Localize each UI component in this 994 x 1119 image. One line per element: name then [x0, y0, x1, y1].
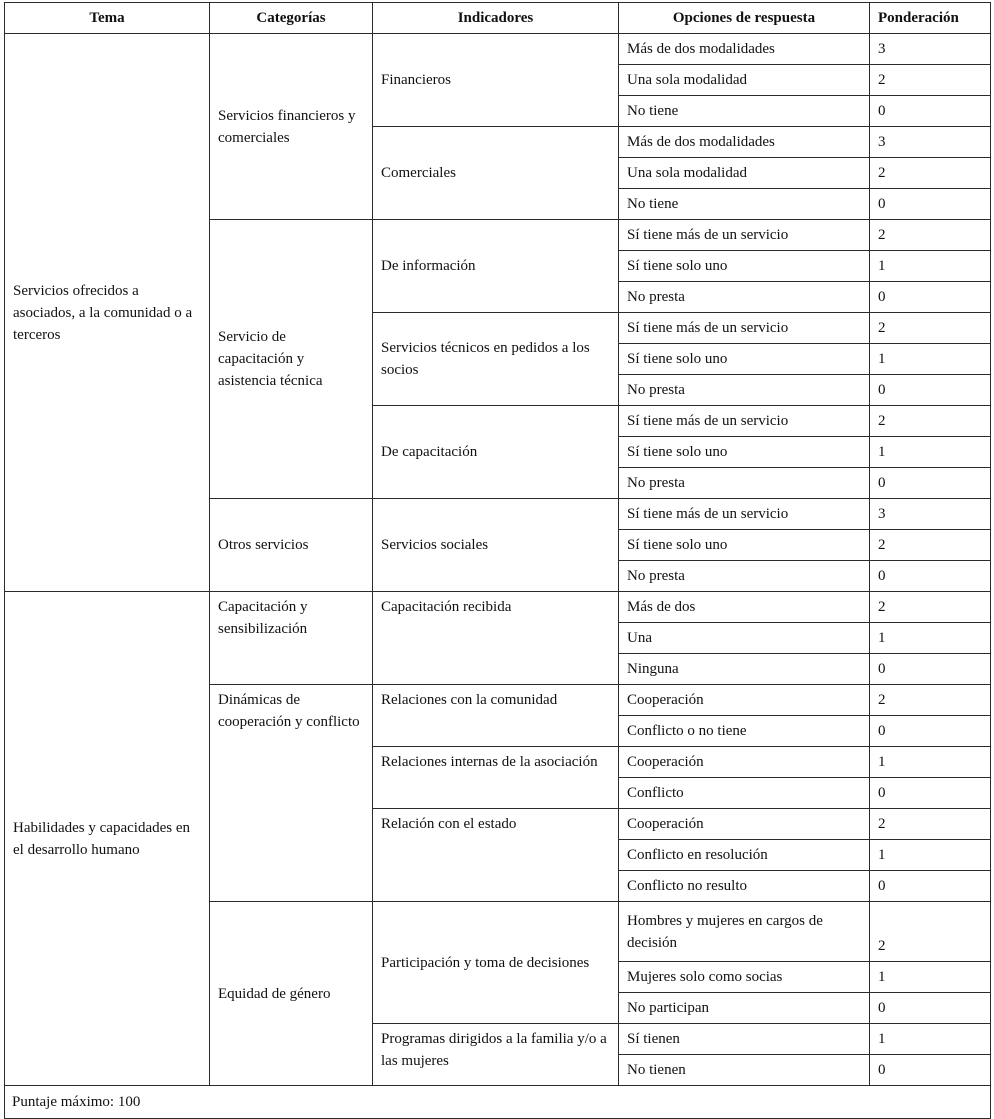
header-indicadores: Indicadores: [373, 3, 619, 34]
peso-cell: 1: [870, 840, 991, 871]
document-page: [4, 2, 990, 1119]
indicador-cell: Relación con el estado: [373, 809, 619, 902]
peso-cell: 0: [870, 96, 991, 127]
opcion-cell: No presta: [619, 282, 870, 313]
header-categorias: Categorías: [210, 3, 373, 34]
peso-cell: 1: [870, 962, 991, 993]
header-ponderacion: Ponderación: [870, 3, 991, 34]
peso-cell: 0: [870, 561, 991, 592]
indicador-cell: Financieros: [373, 34, 619, 127]
peso-cell: 0: [870, 778, 991, 809]
table-row: [5, 592, 991, 623]
peso-cell: 0: [870, 468, 991, 499]
opcion-cell: Una: [619, 623, 870, 654]
categoria-cell: Servicios financieros y comerciales: [210, 34, 373, 220]
footer-row: [5, 1086, 991, 1119]
opcion-cell: Más de dos modalidades: [619, 127, 870, 158]
opcion-cell: Sí tiene solo uno: [619, 437, 870, 468]
opcion-cell: Hombres y mujeres en cargos de decisión: [619, 902, 870, 962]
header-opciones: Opciones de respuesta: [619, 3, 870, 34]
opcion-cell: No presta: [619, 561, 870, 592]
peso-cell: 0: [870, 375, 991, 406]
peso-cell: 0: [870, 993, 991, 1024]
peso-cell: 1: [870, 747, 991, 778]
peso-cell: 0: [870, 189, 991, 220]
peso-cell: 1: [870, 344, 991, 375]
opcion-cell: Una sola modalidad: [619, 158, 870, 189]
indicador-cell: Capacitación recibida: [373, 592, 619, 685]
categoria-cell: Otros servicios: [210, 499, 373, 592]
opcion-cell: Mujeres solo como socias: [619, 962, 870, 993]
opcion-cell: No participan: [619, 993, 870, 1024]
peso-cell: 0: [870, 716, 991, 747]
peso-cell: 2: [870, 809, 991, 840]
peso-cell: 2: [870, 220, 991, 251]
indicador-cell: Relaciones con la comunidad: [373, 685, 619, 747]
opcion-cell: No tiene: [619, 96, 870, 127]
peso-cell: 1: [870, 623, 991, 654]
opcion-cell: Sí tiene solo uno: [619, 530, 870, 561]
opcion-cell: Sí tienen: [619, 1024, 870, 1055]
peso-cell: 0: [870, 282, 991, 313]
opcion-cell: No presta: [619, 375, 870, 406]
peso-cell: 0: [870, 654, 991, 685]
opcion-cell: Conflicto en resolución: [619, 840, 870, 871]
indicator-table: [4, 2, 991, 1119]
indicador-cell: Participación y toma de decisiones: [373, 902, 619, 1024]
peso-cell: 2: [870, 406, 991, 437]
opcion-cell: Cooperación: [619, 685, 870, 716]
indicador-cell: Servicios técnicos en pedidos a los socios: [373, 313, 619, 406]
peso-cell: 3: [870, 499, 991, 530]
indicador-cell: De capacitación: [373, 406, 619, 499]
opcion-cell: Ninguna: [619, 654, 870, 685]
peso-cell: 3: [870, 127, 991, 158]
indicador-cell: Comerciales: [373, 127, 619, 220]
opcion-cell: Más de dos: [619, 592, 870, 623]
header-tema: Tema: [5, 3, 210, 34]
peso-cell: 1: [870, 1024, 991, 1055]
peso-cell: 2: [870, 592, 991, 623]
categoria-cell: Capacitación y sensibilización: [210, 592, 373, 685]
opcion-cell: Conflicto no resulto: [619, 871, 870, 902]
categoria-cell: Equidad de género: [210, 902, 373, 1086]
opcion-cell: Sí tiene más de un servicio: [619, 313, 870, 344]
opcion-cell: Sí tiene solo uno: [619, 251, 870, 282]
opcion-cell: Más de dos modalidades: [619, 34, 870, 65]
table-row: [5, 34, 991, 65]
header-row: [5, 3, 991, 34]
peso-cell: 2: [870, 65, 991, 96]
indicador-cell: De información: [373, 220, 619, 313]
peso-cell: 2: [870, 158, 991, 189]
opcion-cell: Sí tiene más de un servicio: [619, 406, 870, 437]
peso-cell: 1: [870, 437, 991, 468]
indicador-cell: Relaciones internas de la asociación: [373, 747, 619, 809]
peso-cell: 2: [870, 530, 991, 561]
peso-cell: 1: [870, 251, 991, 282]
tema-cell: Habilidades y capacidades en el desarrollo humano: [5, 592, 210, 1086]
max-score-note: Puntaje máximo: 100: [5, 1086, 991, 1119]
peso-cell: 2: [870, 313, 991, 344]
opcion-cell: Sí tiene solo uno: [619, 344, 870, 375]
opcion-cell: Cooperación: [619, 747, 870, 778]
opcion-cell: Sí tiene más de un servicio: [619, 220, 870, 251]
opcion-cell: Conflicto: [619, 778, 870, 809]
indicador-cell: Servicios sociales: [373, 499, 619, 592]
opcion-cell: No tienen: [619, 1055, 870, 1086]
categoria-cell: Servicio de capacitación y asistencia técnica: [210, 220, 373, 499]
categoria-cell: Dinámicas de cooperación y conflicto: [210, 685, 373, 902]
peso-cell: 2: [870, 902, 991, 962]
opcion-cell: Una sola modalidad: [619, 65, 870, 96]
peso-cell: 0: [870, 1055, 991, 1086]
tema-cell: Servicios ofrecidos a asociados, a la comunidad o a terceros: [5, 34, 210, 592]
peso-cell: 0: [870, 871, 991, 902]
opcion-cell: Conflicto o no tiene: [619, 716, 870, 747]
opcion-cell: Cooperación: [619, 809, 870, 840]
indicador-cell: Programas dirigidos a la familia y/o a las mujeres: [373, 1024, 619, 1086]
peso-cell: 2: [870, 685, 991, 716]
opcion-cell: No tiene: [619, 189, 870, 220]
opcion-cell: Sí tiene más de un servicio: [619, 499, 870, 530]
opcion-cell: No presta: [619, 468, 870, 499]
peso-cell: 3: [870, 34, 991, 65]
